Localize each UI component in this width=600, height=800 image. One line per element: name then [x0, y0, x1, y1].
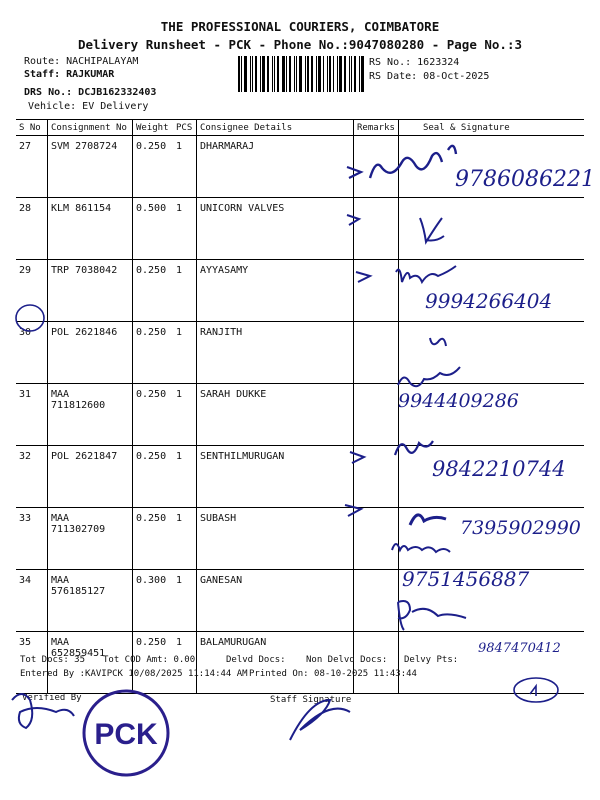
table-row [16, 322, 584, 384]
rs-number: RS No.: 1623324 [369, 57, 460, 68]
cell-seal [398, 384, 584, 446]
col-weight: Weight [133, 120, 174, 136]
barcode-bar [361, 56, 364, 92]
handwritten-phone: 9751456887 [402, 567, 530, 591]
cell-remarks [354, 322, 399, 384]
handwritten-phone: 9786086221 [455, 167, 595, 192]
cell-consignment: MAA 652859451 [48, 632, 133, 694]
barcode-bar [286, 56, 287, 92]
col-pcs: PCS [173, 120, 197, 136]
cell-weight: 0.250 [133, 632, 174, 694]
cell-weight: 0.500 [133, 198, 174, 260]
tot-docs: Tot Docs: 35 [20, 655, 86, 665]
company-title: THE PROFESSIONAL COURIERS, COIMBATORE [160, 19, 440, 34]
cell-consignee: RANJITH [197, 322, 354, 384]
cell-sno: 31 [16, 384, 48, 446]
cell-consignment: POL 2621846 [48, 322, 133, 384]
col-remarks: Remarks [354, 120, 399, 136]
barcode-bar [296, 56, 297, 92]
barcode-bar [277, 56, 279, 92]
handwritten-phone: 9847470412 [478, 641, 561, 656]
cell-pcs: 1 [173, 198, 197, 260]
barcode-bar [311, 56, 313, 92]
barcode-bar [255, 56, 257, 92]
barcode-bar [262, 56, 265, 92]
barcode-bar [238, 56, 240, 92]
cell-consignment: SVM 2708724 [48, 136, 133, 198]
cell-weight: 0.250 [133, 508, 174, 570]
barcode-bar [351, 56, 352, 92]
cell-consignee: GANESAN [197, 570, 354, 632]
barcode-bar [318, 56, 321, 92]
signature-stroke [290, 700, 350, 740]
cell-remarks [354, 570, 399, 632]
barcode-bar [299, 56, 302, 92]
cell-sno: 34 [16, 570, 48, 632]
barcode-bar [267, 56, 269, 92]
cell-pcs: 1 [173, 260, 197, 322]
cell-sno: 32 [16, 446, 48, 508]
barcode-bar [323, 56, 324, 92]
barcode-bar [282, 56, 285, 92]
delvd-docs: Delvd Docs: [226, 655, 286, 665]
cell-consignee: BALAMURUGAN [197, 632, 354, 694]
cell-sno: 27 [16, 136, 48, 198]
table-header-row [16, 120, 584, 136]
handwritten-phone: 9842210744 [432, 457, 566, 481]
vehicle-label: Vehicle: EV Delivery [28, 101, 149, 112]
non-delvd-docs: Non Delvd Docs: [306, 655, 388, 665]
cell-sno: 35 [16, 632, 48, 694]
cell-consignee: UNICORN VALVES [197, 198, 354, 260]
barcode-bar [289, 56, 291, 92]
staff-label: Staff: RAJKUMAR [24, 69, 115, 80]
cell-consignment: MAA 711302709 [48, 508, 133, 570]
col-seal: Seal & Signature [398, 120, 584, 136]
barcode-bar [344, 56, 346, 92]
col-sno: S No [16, 120, 48, 136]
barcode-bar [354, 56, 356, 92]
drs-number: DRS No.: DCJB162332403 [24, 87, 157, 98]
cell-remarks [354, 136, 399, 198]
cell-consignee: DHARMARAJ [197, 136, 354, 198]
cell-sno: 28 [16, 198, 48, 260]
cell-weight: 0.250 [133, 322, 174, 384]
barcode-bar [305, 56, 306, 92]
barcode-bar [294, 56, 295, 92]
staff-signature-label: Staff Signature [270, 695, 352, 705]
barcode-bar [274, 56, 275, 92]
barcode-bar [339, 56, 342, 92]
cell-sno: 29 [16, 260, 48, 322]
table-row [16, 260, 584, 322]
barcode-bar [349, 56, 350, 92]
table-row [16, 384, 584, 446]
cell-pcs: 1 [173, 508, 197, 570]
cell-remarks [354, 260, 399, 322]
table-row [16, 136, 584, 198]
cell-seal [398, 570, 584, 632]
barcode [238, 56, 366, 92]
verified-by: Verified By [22, 693, 82, 703]
barcode-bar [327, 56, 328, 92]
cell-consignment: TRP 7038042 [48, 260, 133, 322]
cell-consignment: MAA 711812600 [48, 384, 133, 446]
cell-remarks [354, 508, 399, 570]
handwritten-phone: 7395902990 [460, 517, 581, 539]
cell-sno: 30 [16, 322, 48, 384]
entered-by: Entered By :KAVIPCK 10/08/2025 11:14:44 AM [20, 669, 248, 679]
route-label: Route: NACHIPALAYAM [24, 56, 139, 67]
cell-weight: 0.250 [133, 136, 174, 198]
cell-sno: 33 [16, 508, 48, 570]
barcode-bar [272, 56, 273, 92]
cell-remarks [354, 446, 399, 508]
cell-consignee: AYYASAMY [197, 260, 354, 322]
table-row [16, 632, 584, 694]
stamp-text: PCK [94, 718, 158, 751]
cell-seal [398, 136, 584, 198]
col-consignee: Consignee Details [197, 120, 354, 136]
cell-seal [398, 508, 584, 570]
barcode-bar [337, 56, 338, 92]
cell-weight: 0.250 [133, 260, 174, 322]
table-row [16, 570, 584, 632]
cell-consignment: MAA 576185127 [48, 570, 133, 632]
handwritten-phone: 9994266404 [425, 289, 553, 313]
cell-consignment: KLM 861154 [48, 198, 133, 260]
table-row [16, 446, 584, 508]
cell-weight: 0.250 [133, 446, 174, 508]
barcode-bar [359, 56, 360, 92]
barcode-bar [252, 56, 253, 92]
cell-pcs: 1 [173, 322, 197, 384]
cell-remarks [354, 384, 399, 446]
cell-consignee: SUBASH [197, 508, 354, 570]
barcode-bar [241, 56, 242, 92]
cell-consignee: SENTHILMURUGAN [197, 446, 354, 508]
cell-pcs: 1 [173, 632, 197, 694]
cell-seal [398, 446, 584, 508]
table-row [16, 198, 584, 260]
cell-pcs: 1 [173, 136, 197, 198]
cell-consignment: POL 2621847 [48, 446, 133, 508]
rs-date: RS Date: 08-Oct-2025 [369, 71, 490, 82]
cell-seal [398, 198, 584, 260]
cell-weight: 0.250 [133, 384, 174, 446]
pck-stamp [84, 691, 168, 775]
cell-pcs: 1 [173, 384, 197, 446]
barcode-bar [260, 56, 261, 92]
barcode-bar [307, 56, 309, 92]
barcode-bar [250, 56, 251, 92]
tot-cod: Tot COD Amt: 0.00 [103, 655, 196, 665]
barcode-bar [244, 56, 247, 92]
table-row [16, 508, 584, 570]
col-consignment: Consignment No [48, 120, 133, 136]
printed-on: Printed On: 08-10-2025 11:43:44 [249, 669, 417, 679]
cell-seal [398, 260, 584, 322]
barcode-bar [333, 56, 334, 92]
barcode-bar [329, 56, 331, 92]
runsheet-subtitle: Delivery Runsheet - PCK - Phone No.:9047080280 - Page No.:3 [77, 37, 522, 52]
cell-consignee: SARAH DUKKE [197, 384, 354, 446]
cell-seal [398, 322, 584, 384]
cell-remarks [354, 198, 399, 260]
cell-pcs: 1 [173, 446, 197, 508]
handwritten-phone: 9944409286 [398, 390, 519, 412]
delivery-table [16, 119, 584, 694]
barcode-bar [316, 56, 317, 92]
cell-weight: 0.300 [133, 570, 174, 632]
cell-pcs: 1 [173, 570, 197, 632]
delvy-pts: Delvy Pts: [404, 655, 459, 665]
